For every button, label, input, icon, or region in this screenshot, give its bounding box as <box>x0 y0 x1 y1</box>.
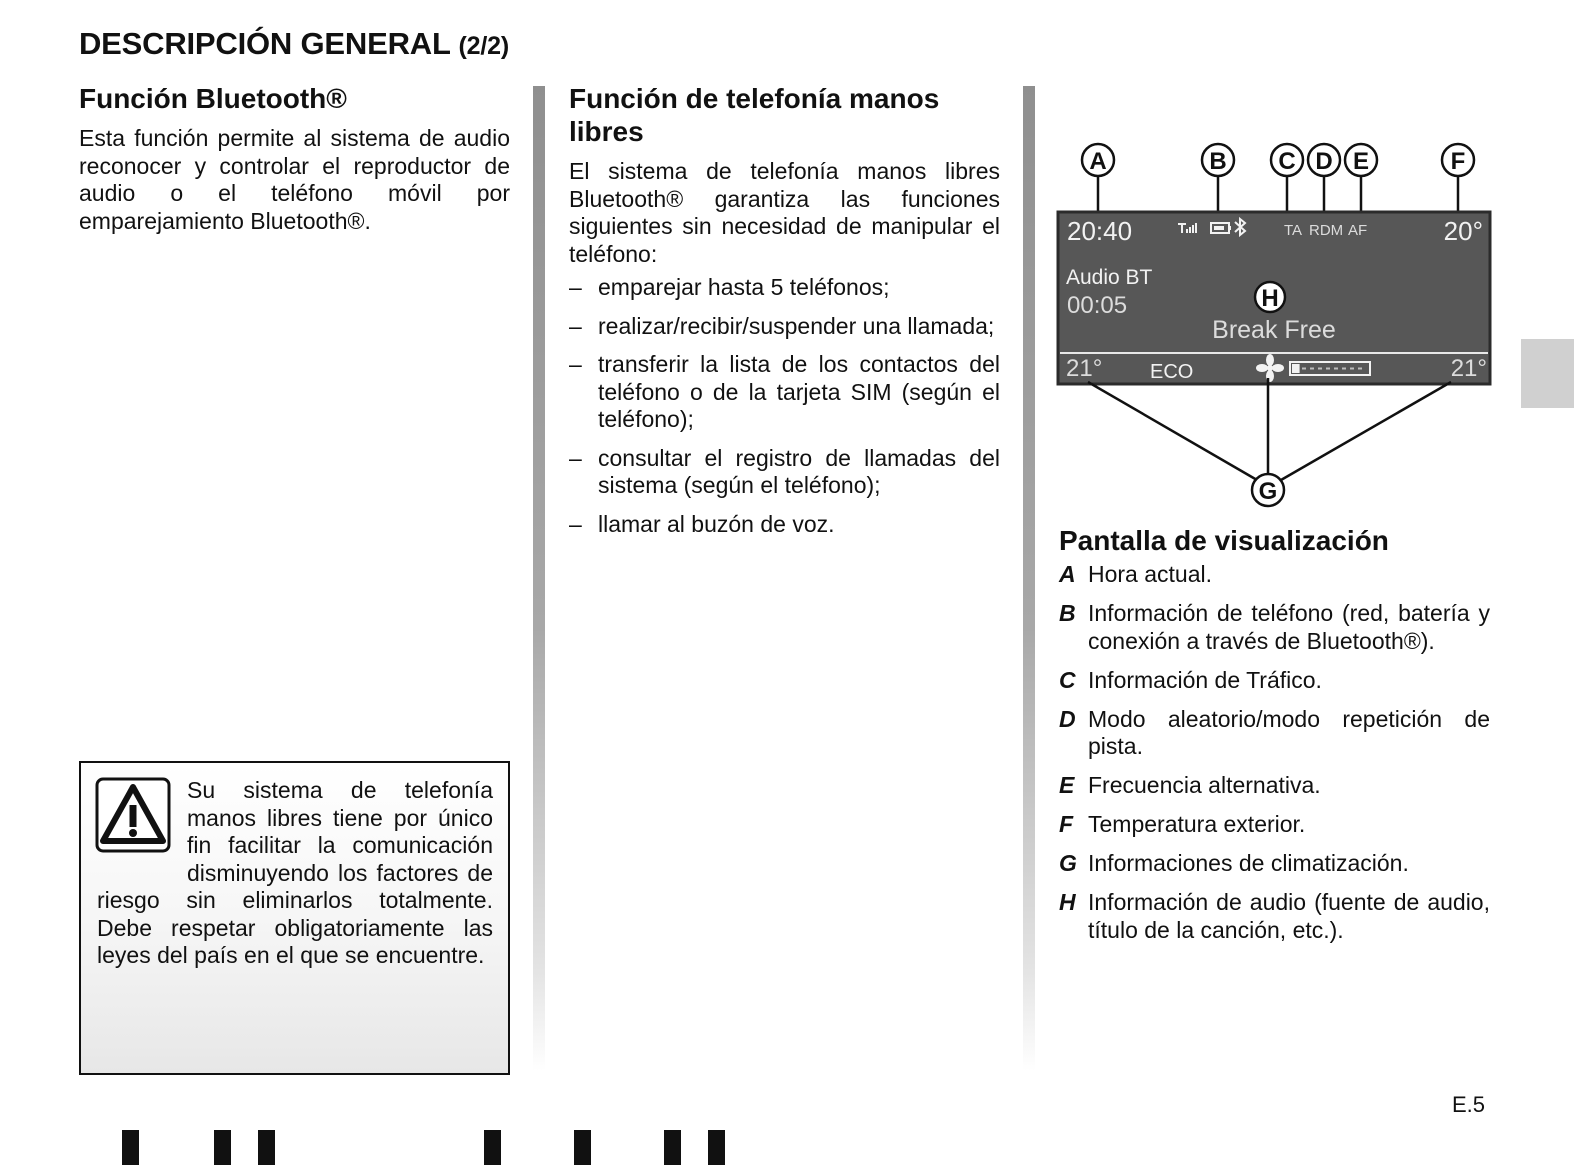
screen-outside-temp: 20° <box>1443 216 1483 246</box>
screen-time: 20:40 <box>1067 216 1133 246</box>
list-item: F Temperatura exterior. <box>1059 811 1306 837</box>
callout-c: C <box>1278 148 1296 175</box>
page-title <box>79 26 509 62</box>
screen-elapsed: 00:05 <box>1067 292 1128 319</box>
callout-g: G <box>1258 478 1278 505</box>
print-mark <box>574 1130 591 1165</box>
callout-f: F <box>1450 148 1466 175</box>
screen-temp-left: 21° <box>1066 355 1103 382</box>
callout-h: H <box>1261 285 1279 312</box>
display-illustration <box>1052 136 1498 508</box>
list-item: – consultar el registro de llamadas del sistema (según el teléfono); <box>569 444 1000 498</box>
fan-level-fill <box>1292 364 1300 373</box>
screen-rdm: RDM <box>1309 222 1344 239</box>
section-tab <box>1521 339 1574 408</box>
bluetooth-section <box>79 82 510 235</box>
print-mark <box>122 1130 139 1165</box>
handsfree-intro: El sistema de telefonía manos libres Bluetooth® garantiza las funciones siguientes sin necesidad de manipular el teléfono: <box>569 158 1000 267</box>
bluetooth-heading: Función Bluetooth® <box>79 83 347 114</box>
screen-ta: TA <box>1284 222 1303 239</box>
warning-text-block <box>97 777 493 970</box>
callout-e: E <box>1352 148 1370 175</box>
print-mark <box>258 1130 275 1165</box>
page-title-text: DESCRIPCIÓN GENERAL <box>79 26 451 61</box>
page-title-suffix: (2/2) <box>458 32 509 60</box>
screen-legend-list <box>1059 561 1490 944</box>
page-number: E.5 <box>1452 1092 1486 1117</box>
list-item: G Informaciones de climatización. <box>1059 850 1409 876</box>
list-item: A Hora actual. <box>1059 561 1213 587</box>
list-item: D Modo aleatorio/modo repetición de pista. <box>1059 705 1490 759</box>
callout-d: D <box>1315 148 1333 175</box>
print-mark <box>484 1130 501 1165</box>
screen-temp-right: 21° <box>1450 355 1487 382</box>
callout-a: A <box>1089 148 1107 175</box>
list-item: – realizar/recibir/suspender una llamada; <box>569 312 995 339</box>
list-item: H Información de audio (fuente de audio, título de la canción, etc.). <box>1059 889 1490 943</box>
screen-heading: Pantalla de visualización <box>1059 525 1389 556</box>
print-mark <box>664 1130 681 1165</box>
screen-eco: ECO <box>1150 361 1194 383</box>
column-divider-left <box>533 86 545 1071</box>
list-item: – emparejar hasta 5 teléfonos; <box>569 274 890 300</box>
screen-source: Audio BT <box>1066 266 1153 289</box>
print-mark <box>214 1130 231 1165</box>
list-item: C Información de Tráfico. <box>1059 666 1322 693</box>
list-item: B Información de teléfono (red, batería y conexión a través de Bluetooth®). <box>1059 600 1490 654</box>
list-item: – llamar al buzón de voz. <box>569 510 835 537</box>
bluetooth-text: Esta función permite al sistema de audio reconocer y controlar el reproductor de audio o el teléfono móvil por emparejamiento Bluetooth®. <box>79 125 510 234</box>
handsfree-heading: Función de telefonía manos libres <box>569 83 940 147</box>
handsfree-list <box>569 274 1000 538</box>
print-mark <box>708 1130 725 1165</box>
list-item: E Frecuencia alternativa. <box>1059 772 1321 798</box>
callout-b: B <box>1209 148 1227 175</box>
screen-track: Break Free <box>1212 316 1336 344</box>
warning-text: Su sistema de telefonía manos libres tiene por único fin facilitar la comunicación disminuyendo los factores de riesgo sin eliminarlos totalmente. Debe respetar obligatoriamente las leyes del país en el que se encuentre. <box>97 777 493 968</box>
screen-section <box>1059 524 1490 956</box>
handsfree-section <box>569 82 1000 549</box>
column-divider-right <box>1023 86 1035 1071</box>
warning-box <box>79 761 510 1075</box>
screen-af: AF <box>1348 222 1368 239</box>
list-item: – transferir la lista de los contactos del teléfono o de la tarjeta SIM (según el teléfono); <box>569 351 1000 432</box>
